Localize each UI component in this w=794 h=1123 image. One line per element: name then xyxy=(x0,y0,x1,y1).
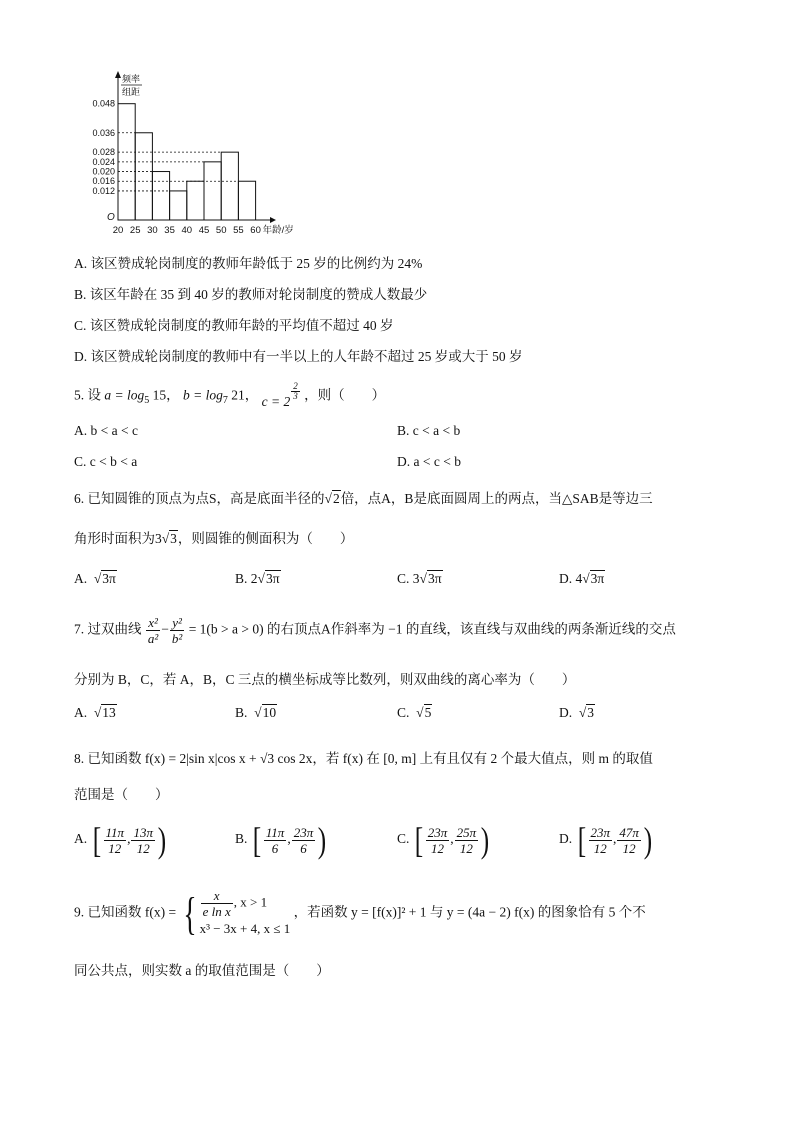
x-tick-label: 35 xyxy=(164,225,175,236)
histogram-bar xyxy=(170,191,187,220)
q6-option-c: C. 3√3π xyxy=(397,571,442,586)
q8-option-b: B. [ $\frac{11\pi}{6}$ , $\frac{23\pi}{6}$ ) xyxy=(235,820,327,860)
q8-line1: 8. 已知函数 f(x) = 2|sin x|cos x + √3 cos 2x，若 f(x) 在 [0, m] 上有且仅有 2 个最大值点，则 m 的取值 xyxy=(74,751,653,766)
histogram-bar xyxy=(152,172,169,220)
y-label-bottom: 组距 xyxy=(122,87,141,97)
q8-option-a: A. [ $\frac{11\pi}{12}$ , $\frac{13\pi}{12}$ ) xyxy=(74,820,167,860)
histogram-bar xyxy=(135,133,152,220)
y-axis-arrow xyxy=(115,71,121,78)
q6-option-b: B. 2√3π xyxy=(235,571,280,586)
y-tick-label: 0.020 xyxy=(92,166,115,177)
q7-option-a: A. √13 xyxy=(74,705,116,720)
x-tick-label: 60 xyxy=(250,225,261,236)
q9-line1: 9. 已知函数 f(x) = { $\frac{x}{\text{e ln x}}$ , x > 1 x³ − 3x + 4, x ≤ 1 ，若函数 y = [f(x)]² + 1 与 y = (4a − 2) f(x) 的图象恰有 5 个不 xyxy=(74,887,646,939)
y-tick-label: 0.036 xyxy=(92,127,115,138)
q6-option-a: A. √3π xyxy=(74,571,116,586)
x-axis-arrow xyxy=(270,217,276,223)
q7-option-b: B. √10 xyxy=(235,705,277,720)
q8-option-c: C. [ $\frac{23\pi}{12}$ , $\frac{25\pi}{12}$ ) xyxy=(397,820,490,860)
q4-option-b: B. 该区年龄在 35 到 40 岁的教师对轮岗制度的赞成人数最少 xyxy=(74,287,428,302)
q6-line1: 6. 已知圆锥的顶点为点S，高是底面半径的√2倍，点A，B是底面圆周上的两点，当△SAB是等边三 xyxy=(74,491,653,506)
q8-option-d: D. [ $\frac{23\pi}{12}$ , $\frac{47\pi}{12}$ ) xyxy=(559,820,653,860)
age-histogram xyxy=(70,68,300,243)
y-tick-label: 0.028 xyxy=(92,147,115,158)
x-tick-label: 40 xyxy=(181,225,193,236)
q4-option-c: C. 该区赞成轮岗制度的教师年龄的平均值不超过 40 岁 xyxy=(74,318,394,333)
y-tick-label: 0.016 xyxy=(92,176,115,187)
q8-line2: 范围是（ ） xyxy=(74,787,169,802)
histogram-bar xyxy=(221,152,238,220)
x-tick-label: 50 xyxy=(215,225,227,236)
q6-line2: 角形时面积为3√3，则圆锥的侧面积为（ ） xyxy=(74,531,354,546)
y-label-top: 频率 xyxy=(122,74,141,84)
y-tick-label: 0.048 xyxy=(92,98,115,109)
q6-option-d: D. 4√3π xyxy=(559,571,605,586)
q7-line1: 7. 过双曲线 $\frac{\text{x²}}{\text{a²}}$ − $\frac{\text{y²}}{\text{b²}}$ = 1(b > a > 0) 的右顶点A作斜率为 −1 的直线，该直线与双曲线的两条渐近线的交点 xyxy=(74,615,676,646)
q5-option-a: A. b < a < c xyxy=(74,423,138,438)
x-tick-label: 20 xyxy=(112,225,124,236)
q7-option-c: C. √5 xyxy=(397,705,432,720)
q5-option-c: C. c < b < a xyxy=(74,454,138,469)
q4-option-d: D. 该区赞成轮岗制度的教师中有一半以上的人年龄不超过 25 岁或大于 50 岁 xyxy=(74,349,523,364)
x-tick-label: 30 xyxy=(147,225,158,236)
x-tick-label: 45 xyxy=(198,225,210,236)
q5-option-b: B. c < a < b xyxy=(397,423,461,438)
q4-option-a: A. 该区赞成轮岗制度的教师年龄低于 25 岁的比例约为 24% xyxy=(74,256,423,271)
x-tick-label: 25 xyxy=(129,225,141,236)
q5-option-d: D. a < c < b xyxy=(397,454,461,469)
q7-line2: 分别为 B，C，若 A，B，C 三点的横坐标成等比数列，则双曲线的离心率为（ ） xyxy=(74,672,576,687)
q5-stem: 5. 设 $a = \log_5 15$， $b = \log_7 21$， c = 2 $^{\frac{2}{3}}$ ，则（ ） xyxy=(74,381,386,409)
q9-line2: 同公共点，则实数 a 的取值范围是（ ） xyxy=(74,963,330,978)
y-tick-label: 0.012 xyxy=(92,185,115,196)
origin-label: O xyxy=(107,212,115,223)
histogram-bar xyxy=(187,181,204,220)
x-tick-label: 55 xyxy=(233,225,244,236)
histogram-bar xyxy=(238,181,255,220)
q7-option-d: D. √3 xyxy=(559,705,595,720)
histogram-bar xyxy=(204,162,221,220)
x-axis-label: 年龄/岁 xyxy=(262,225,294,236)
y-tick-label: 0.024 xyxy=(92,156,115,167)
